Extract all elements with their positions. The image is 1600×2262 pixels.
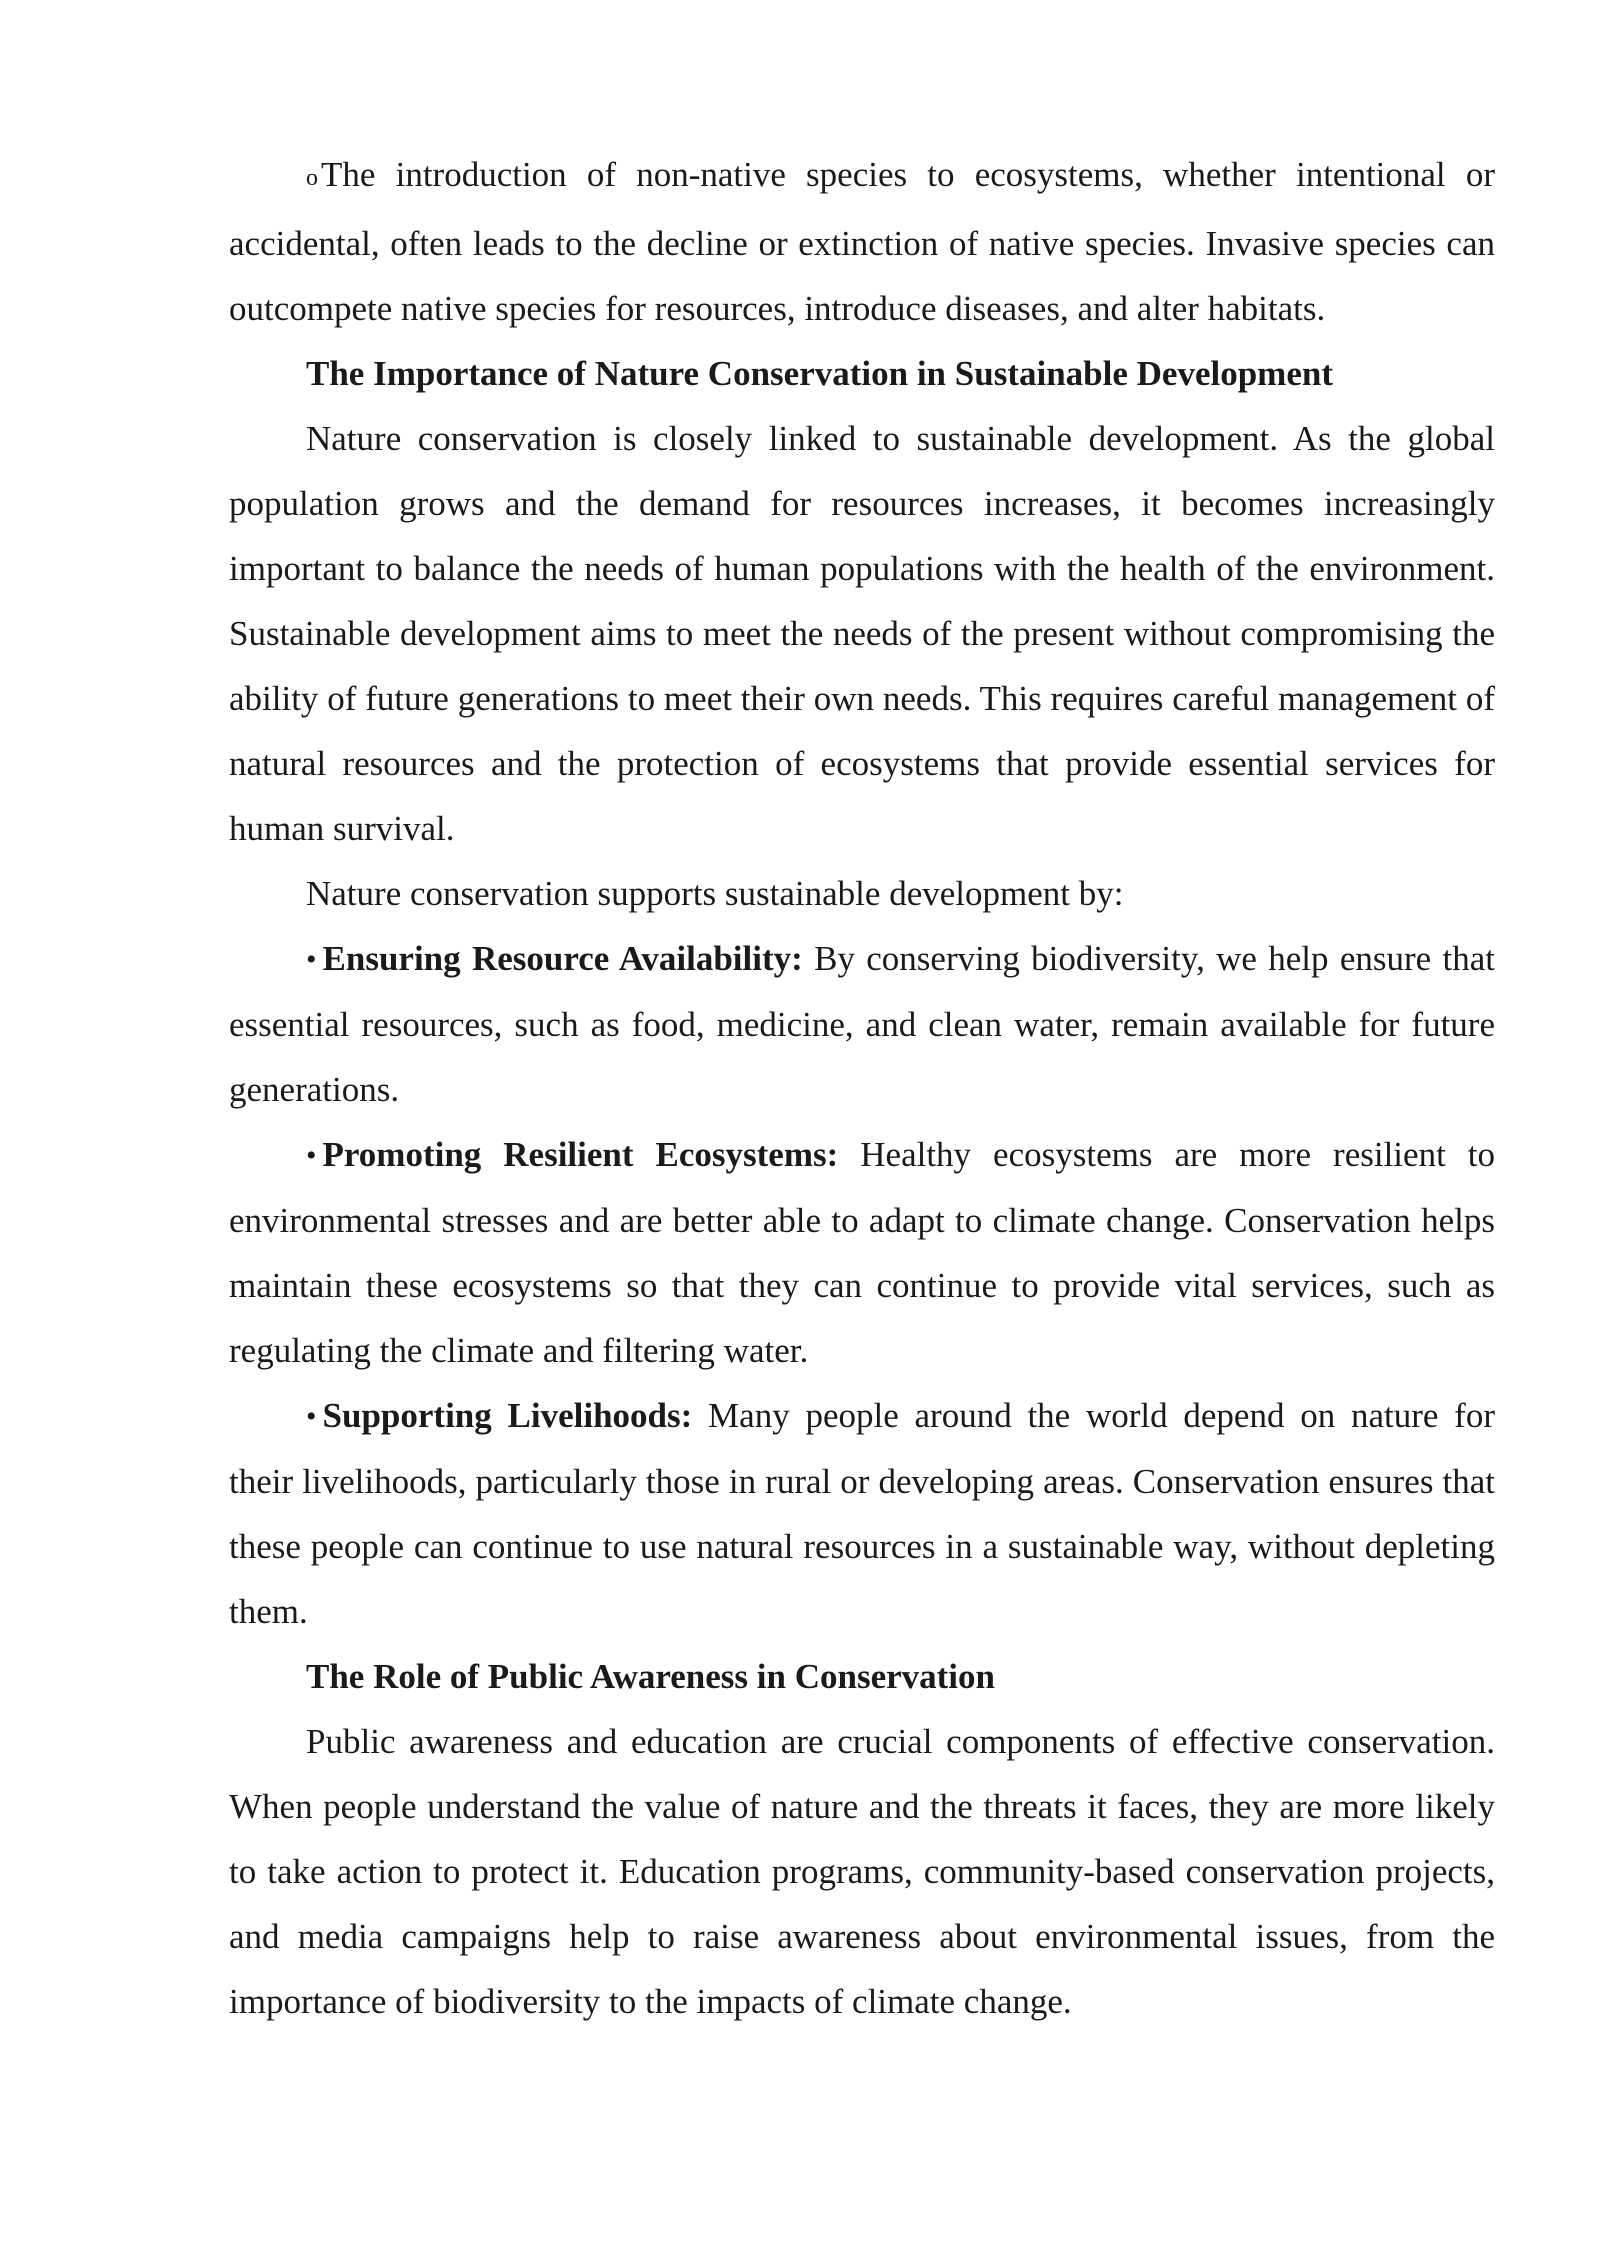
invasive-species-bullet <box>229 142 1495 341</box>
document-body <box>229 142 1495 2034</box>
section-heading-public-awareness: The Role of Public Awareness in Conservation <box>306 1657 995 1696</box>
section-heading-sustainable-development: The Importance of Nature Conservation in Sustainable Development <box>306 354 1333 393</box>
bullet-text-resource-availability: By conserving biodiversity, we help ensure that essential resources, such as food, medicine, and clean water, remain available for future generations. <box>229 939 1495 1109</box>
bullet-text-supporting-livelihoods: Many people around the world depend on nature for their livelihoods, particularly those in rural or developing areas. Conservation ensures that these people can continue to use natural resources in a sustainable way, without depleting them. <box>229 1396 1495 1631</box>
invasive-species-text: The introduction of non-native species to ecosystems, whether intentional or accidental, often leads to the decline or extinction of native species. Invasive species can outcompete native species for resources, introduce diseases, and alter habitats. <box>229 155 1495 328</box>
bullet-lead-resource-availability: Ensuring Resource Availability: <box>322 939 803 978</box>
bullet-lead-resilient-ecosystems: Promoting Resilient Ecosystems: <box>322 1135 839 1174</box>
bullet-lead-supporting-livelihoods: Supporting Livelihoods: <box>322 1396 693 1435</box>
bullet-resource-availability <box>229 926 1495 1122</box>
bullet-dot-icon: • <box>306 1139 317 1172</box>
public-awareness-paragraph: Public awareness and education are crucial components of effective conservation. When people understand the value of nature and the threats it faces, they are more likely to take action to protect it. Education programs, community-based conservation projects, and media campaigns help to raise awareness about environmental issues, from the importance of biodiversity to the impacts of climate change. <box>229 1722 1495 2021</box>
bullet-resilient-ecosystems <box>229 1122 1495 1383</box>
bullet-dot-icon: • <box>306 943 317 976</box>
circle-bullet-icon: o <box>306 165 318 191</box>
supports-intro-paragraph: Nature conservation supports sustainable development by: <box>306 874 1124 913</box>
sustainable-development-paragraph: Nature conservation is closely linked to sustainable development. As the global population grows and the demand for resources increases, it becomes increasingly important to balance the needs of human populations with the health of the environment. Sustainable development aims to meet the needs of the present without compromising the ability of future generations to meet their own needs. This requires careful management of natural resources and the protection of ecosystems that provide essential services for human survival. <box>229 419 1495 848</box>
bullet-supporting-livelihoods <box>229 1383 1495 1644</box>
bullet-dot-icon: • <box>306 1400 317 1433</box>
bullet-text-resilient-ecosystems: Healthy ecosystems are more resilient to environmental stresses and are better able to adapt to climate change. Conservation helps maintain these ecosystems so that they can continue to provide vital services, such as regulating the climate and filtering water. <box>229 1135 1495 1370</box>
